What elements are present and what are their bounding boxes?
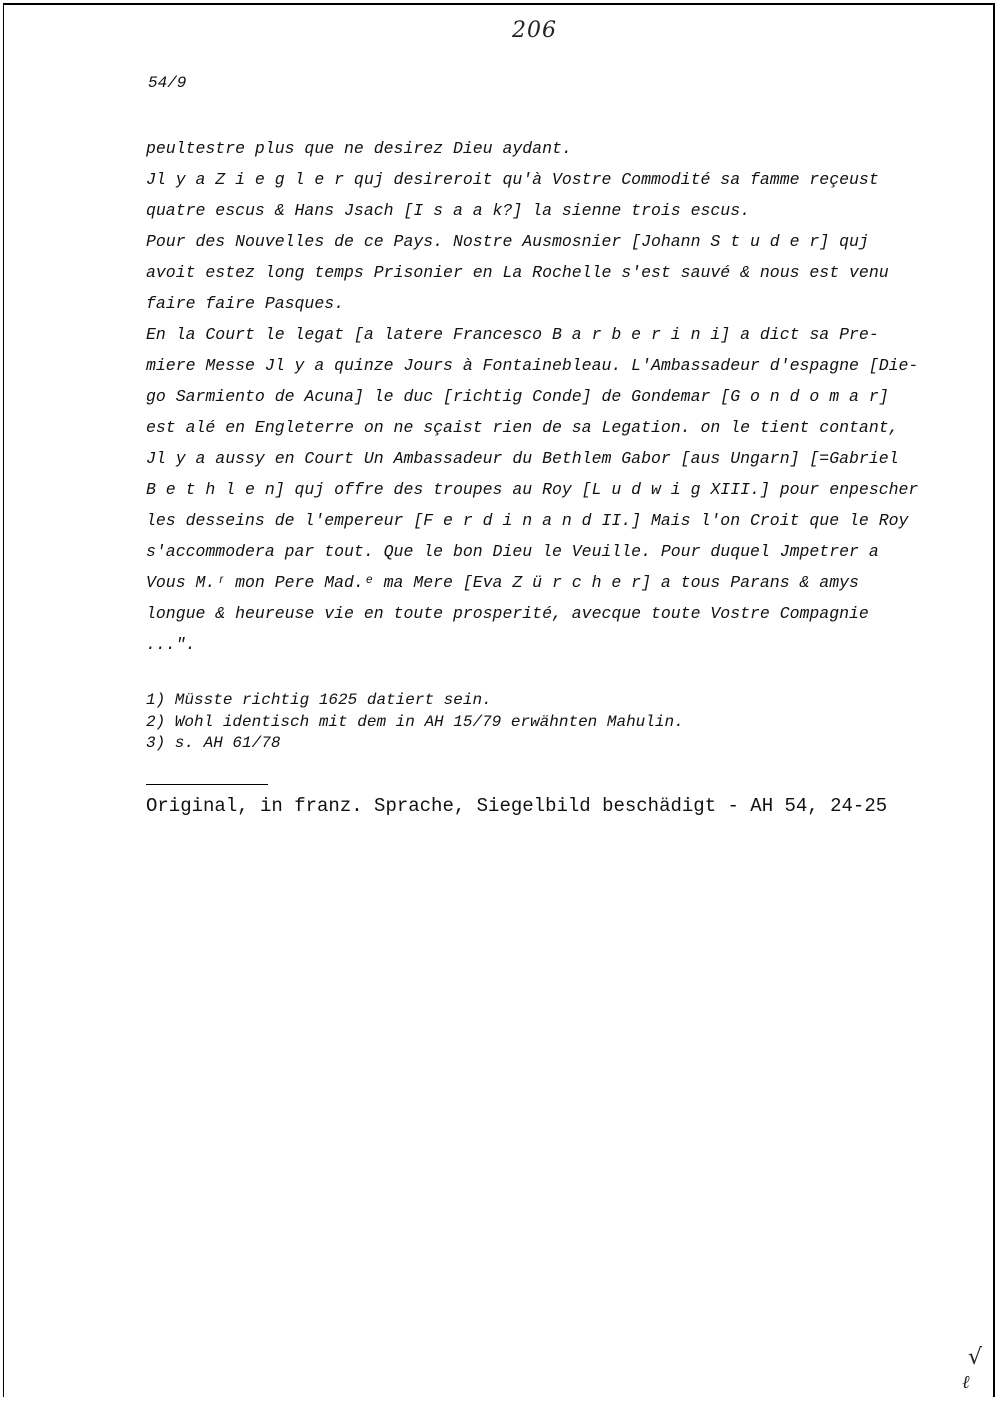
body-line: peultestre plus que ne desirez Dieu aydant. bbox=[146, 139, 572, 158]
folio-number: 206 bbox=[512, 18, 557, 43]
body-line: B e t h l e n] quj offre des troupes au Roy [L u d w i g XIII.] pour enpescher bbox=[146, 480, 919, 499]
body-line: Jl y a aussy en Court Un Ambassadeur du Bethlem Gabor [aus Ungarn] [=Gabriel bbox=[146, 449, 899, 468]
footnote: 1) Müsste richtig 1625 datiert sein. bbox=[146, 691, 492, 709]
footnote-divider bbox=[146, 784, 268, 785]
body-line: En la Court le legat [a latere Francesco B a r b e r i n i] a dict sa Pre- bbox=[146, 325, 879, 344]
check-mark: √ bbox=[968, 1345, 983, 1370]
body-line: go Sarmiento de Acuna] le duc [richtig Conde] de Gondemar [G o n d o m a r] bbox=[146, 387, 889, 406]
footnotes bbox=[146, 690, 906, 755]
source-note: Original, in franz. Sprache, Siegelbild beschädigt - AH 54, 24-25 bbox=[146, 795, 888, 817]
body-line: Jl y a Z i e g l e r quj desireroit qu'à Vostre Commodité sa famme reçeust bbox=[146, 170, 879, 189]
body-line: miere Messe Jl y a quinze Jours à Fontainebleau. L'Ambassadeur d'espagne [Die- bbox=[146, 356, 919, 375]
body-line: longue & heureuse vie en toute prosperité, avecque toute Vostre Compagnie bbox=[146, 604, 869, 623]
body-line: faire faire Pasques. bbox=[146, 294, 345, 313]
body-line: ...". bbox=[146, 635, 196, 654]
body-line: s'accommodera par tout. Que le bon Dieu le Veuille. Pour duquel Jmpetrer a bbox=[146, 542, 879, 561]
body-line: quatre escus & Hans Jsach [I s a a k?] la sienne trois escus. bbox=[146, 201, 750, 220]
body-line: Vous M.ʳ mon Pere Mad.ᵉ ma Mere [Eva Z ü r c h e r] a tous Parans & amys bbox=[146, 573, 859, 592]
body-line: les desseins de l'empereur [F e r d i n a n d II.] Mais l'on Croit que le Roy bbox=[146, 511, 909, 530]
body-line: est alé en Engleterre on ne sçaist rien de sa Legation. on le tient contant, bbox=[146, 418, 899, 437]
footnote: 2) Wohl identisch mit dem in AH 15/79 erwähnten Mahulin. bbox=[146, 712, 684, 731]
footnote: 3) s. AH 61/78 bbox=[146, 734, 281, 752]
document-reference: 54/9 bbox=[148, 74, 187, 92]
body-line: avoit estez long temps Prisonier en La Rochelle s'est sauvé & nous est venu bbox=[146, 263, 889, 282]
body-line: Pour des Nouvelles de ce Pays. Nostre Ausmosnier [Johann S t u d e r] quj bbox=[146, 232, 869, 251]
letter-body bbox=[146, 133, 926, 660]
handwritten-initial: ℓ bbox=[962, 1372, 970, 1393]
